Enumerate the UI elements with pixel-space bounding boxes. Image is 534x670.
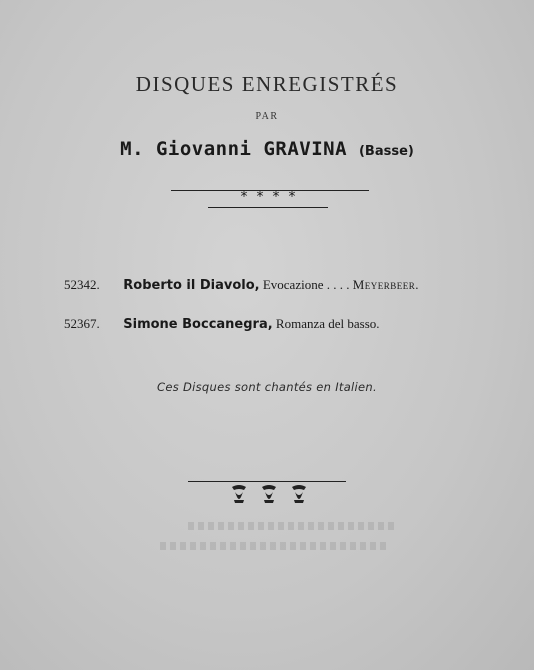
record-entry xyxy=(64,277,419,293)
record-composer: Meyerbeer. xyxy=(352,277,420,292)
record-number: 52367. xyxy=(64,316,100,331)
footer-rule xyxy=(188,481,346,482)
ornament-icon xyxy=(262,485,276,503)
record-title: Simone Boccanegra, xyxy=(123,317,273,332)
star-ornament: **** xyxy=(240,189,305,205)
voice-type: (Basse) xyxy=(358,144,414,159)
ornament-icon xyxy=(232,485,246,503)
ornament-icon xyxy=(292,485,306,503)
artist-line xyxy=(0,138,534,160)
artist-name: M. Giovanni GRAVINA xyxy=(120,138,348,160)
record-entry xyxy=(64,316,380,332)
ornament-group xyxy=(224,484,314,506)
record-title: Roberto il Diavolo, xyxy=(123,278,260,293)
divider-rule-bottom xyxy=(208,207,328,208)
record-subtitle: Evocazione . . . . xyxy=(262,277,353,292)
record-number: 52342. xyxy=(64,277,100,292)
language-note: Ces Disques sont chantés en Italien. xyxy=(157,380,377,394)
bleed-through-shadow xyxy=(160,542,390,550)
par-label: PAR xyxy=(255,111,279,122)
record-subtitle: Romanza del basso. xyxy=(275,316,380,331)
page-title: DISQUES ENREGISTRÉS xyxy=(135,72,399,96)
bleed-through-shadow xyxy=(188,522,398,530)
